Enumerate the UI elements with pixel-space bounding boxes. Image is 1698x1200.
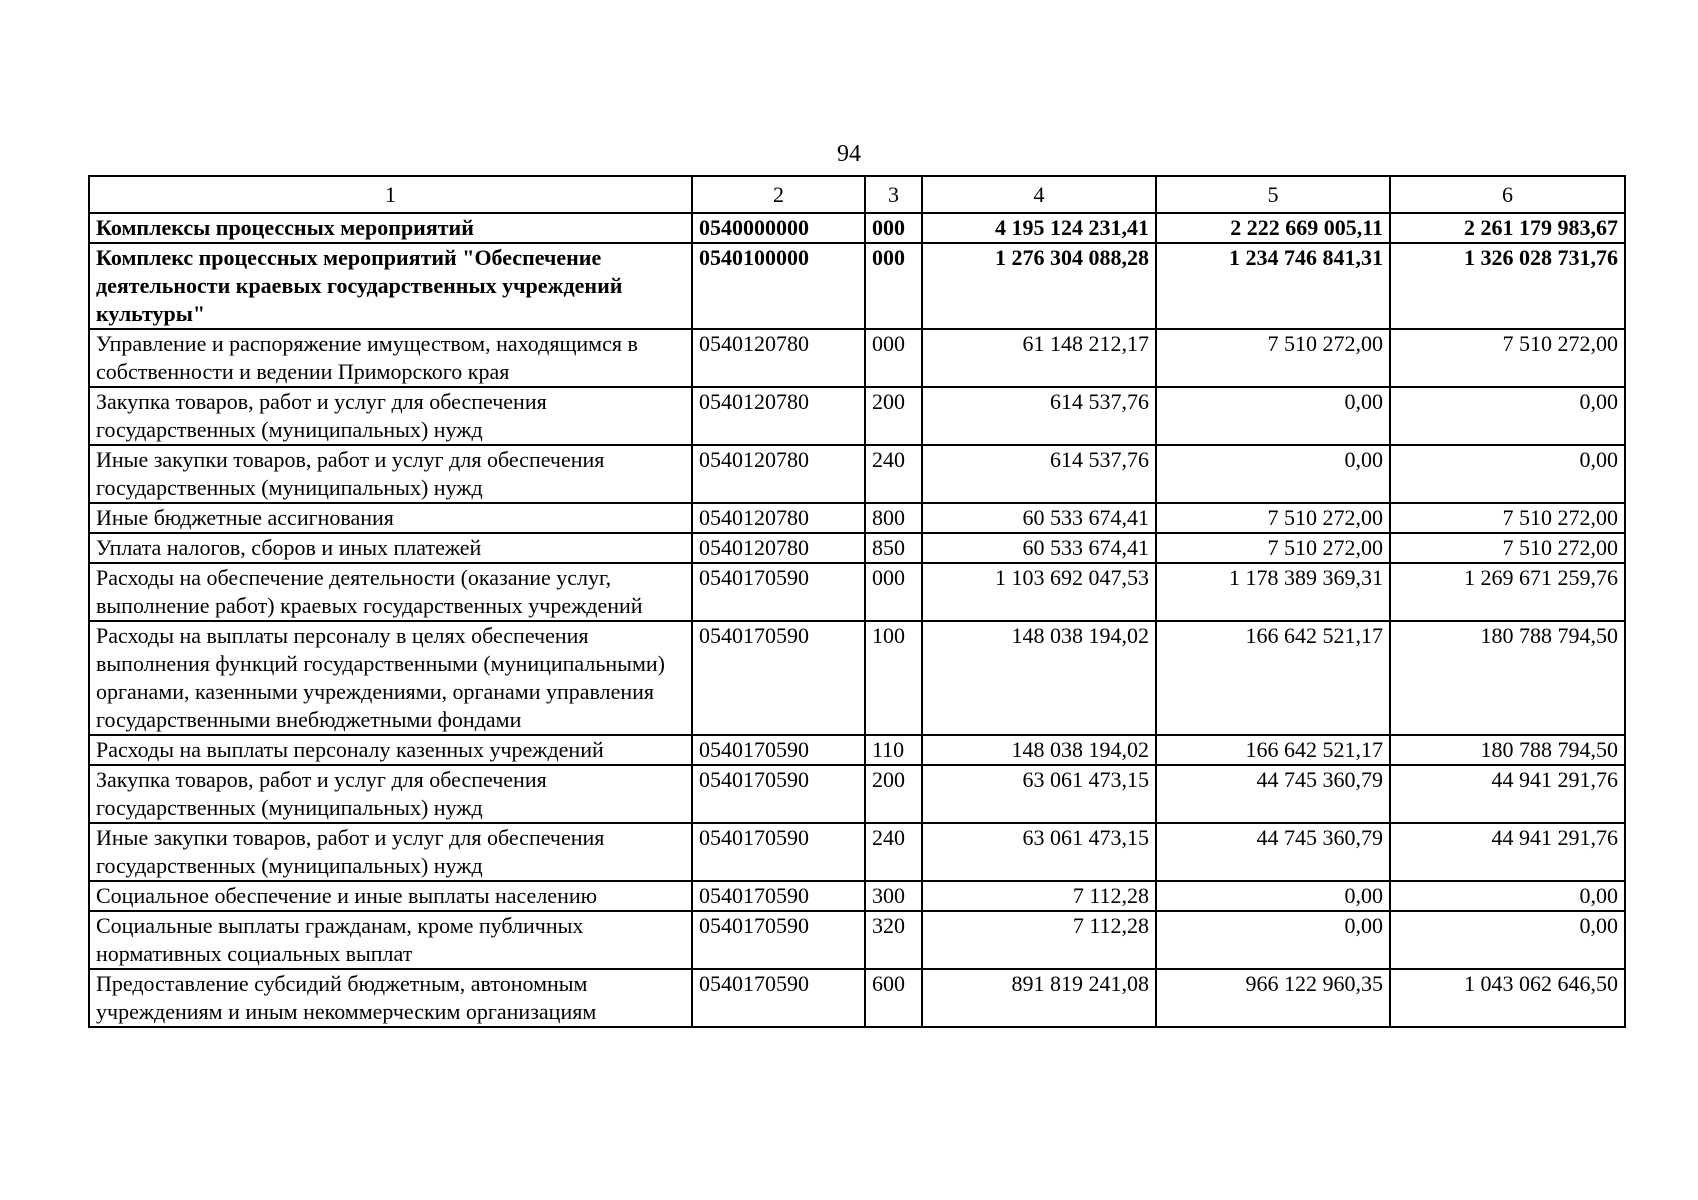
table-row <box>89 621 1625 735</box>
row-amount-cell: 0,00 <box>1390 881 1625 911</box>
row-amount-cell: 0,00 <box>1390 445 1625 503</box>
row-type-cell: 200 <box>865 387 922 445</box>
table-row <box>89 213 1625 243</box>
row-code-cell: 0540100000 <box>692 243 865 329</box>
row-code-cell: 0540170590 <box>692 765 865 823</box>
row-amount-cell: 1 043 062 646,50 <box>1390 969 1625 1027</box>
table-row <box>89 563 1625 621</box>
row-amount-cell: 44 745 360,79 <box>1156 823 1390 881</box>
row-name-cell: Иные закупки товаров, работ и услуг для обеспечения государственных (муниципальных) нужд <box>89 445 692 503</box>
row-amount-cell: 7 510 272,00 <box>1156 329 1390 387</box>
column-header: 1 <box>89 176 692 213</box>
row-amount-cell: 0,00 <box>1156 445 1390 503</box>
table-row <box>89 533 1625 563</box>
row-amount-cell: 891 819 241,08 <box>922 969 1156 1027</box>
row-code-cell: 0540170590 <box>692 735 865 765</box>
row-code-cell: 0540120780 <box>692 503 865 533</box>
row-amount-cell: 166 642 521,17 <box>1156 621 1390 735</box>
row-amount-cell: 614 537,76 <box>922 445 1156 503</box>
row-amount-cell: 1 276 304 088,28 <box>922 243 1156 329</box>
row-amount-cell: 148 038 194,02 <box>922 735 1156 765</box>
row-type-cell: 000 <box>865 329 922 387</box>
row-amount-cell: 7 112,28 <box>922 881 1156 911</box>
row-amount-cell: 63 061 473,15 <box>922 823 1156 881</box>
row-amount-cell: 0,00 <box>1156 911 1390 969</box>
row-amount-cell: 1 234 746 841,31 <box>1156 243 1390 329</box>
table-row <box>89 503 1625 533</box>
column-header: 2 <box>692 176 865 213</box>
row-amount-cell: 1 178 389 369,31 <box>1156 563 1390 621</box>
page-number: 94 <box>837 141 861 167</box>
row-code-cell: 0540170590 <box>692 969 865 1027</box>
row-amount-cell: 44 745 360,79 <box>1156 765 1390 823</box>
row-type-cell: 240 <box>865 823 922 881</box>
row-code-cell: 0540170590 <box>692 881 865 911</box>
row-code-cell: 0540120780 <box>692 445 865 503</box>
row-name-cell: Уплата налогов, сборов и иных платежей <box>89 533 692 563</box>
row-type-cell: 100 <box>865 621 922 735</box>
row-amount-cell: 7 510 272,00 <box>1390 329 1625 387</box>
row-name-cell: Расходы на обеспечение деятельности (оказание услуг, выполнение работ) краевых государственных учреждений <box>89 563 692 621</box>
table-row <box>89 823 1625 881</box>
row-code-cell: 0540170590 <box>692 911 865 969</box>
row-type-cell: 300 <box>865 881 922 911</box>
row-amount-cell: 0,00 <box>1390 911 1625 969</box>
row-amount-cell: 7 510 272,00 <box>1390 503 1625 533</box>
row-amount-cell: 7 510 272,00 <box>1390 533 1625 563</box>
row-type-cell: 240 <box>865 445 922 503</box>
row-name-cell: Иные бюджетные ассигнования <box>89 503 692 533</box>
row-amount-cell: 60 533 674,41 <box>922 533 1156 563</box>
column-header: 4 <box>922 176 1156 213</box>
row-amount-cell: 63 061 473,15 <box>922 765 1156 823</box>
row-amount-cell: 148 038 194,02 <box>922 621 1156 735</box>
row-amount-cell: 1 269 671 259,76 <box>1390 563 1625 621</box>
row-amount-cell: 44 941 291,76 <box>1390 765 1625 823</box>
row-amount-cell: 44 941 291,76 <box>1390 823 1625 881</box>
column-header: 6 <box>1390 176 1625 213</box>
table-row <box>89 765 1625 823</box>
row-name-cell: Комплексы процессных мероприятий <box>89 213 692 243</box>
row-amount-cell: 7 510 272,00 <box>1156 533 1390 563</box>
row-amount-cell: 166 642 521,17 <box>1156 735 1390 765</box>
row-amount-cell: 60 533 674,41 <box>922 503 1156 533</box>
row-amount-cell: 0,00 <box>1390 387 1625 445</box>
column-header: 3 <box>865 176 922 213</box>
row-type-cell: 000 <box>865 563 922 621</box>
row-amount-cell: 4 195 124 231,41 <box>922 213 1156 243</box>
row-amount-cell: 0,00 <box>1156 881 1390 911</box>
row-name-cell: Иные закупки товаров, работ и услуг для обеспечения государственных (муниципальных) нужд <box>89 823 692 881</box>
row-type-cell: 000 <box>865 213 922 243</box>
row-type-cell: 000 <box>865 243 922 329</box>
row-type-cell: 320 <box>865 911 922 969</box>
row-name-cell: Социальные выплаты гражданам, кроме публичных нормативных социальных выплат <box>89 911 692 969</box>
row-amount-cell: 180 788 794,50 <box>1390 621 1625 735</box>
row-amount-cell: 7 510 272,00 <box>1156 503 1390 533</box>
row-amount-cell: 614 537,76 <box>922 387 1156 445</box>
column-header: 5 <box>1156 176 1390 213</box>
row-name-cell: Предоставление субсидий бюджетным, автономным учреждениям и иным некоммерческим организациям <box>89 969 692 1027</box>
table-row <box>89 969 1625 1027</box>
table-row <box>89 445 1625 503</box>
table-body <box>89 213 1625 1027</box>
row-code-cell: 0540170590 <box>692 621 865 735</box>
row-type-cell: 600 <box>865 969 922 1027</box>
table-row <box>89 387 1625 445</box>
table-row <box>89 243 1625 329</box>
budget-table <box>88 175 1626 1028</box>
row-code-cell: 0540000000 <box>692 213 865 243</box>
row-code-cell: 0540170590 <box>692 563 865 621</box>
row-name-cell: Управление и распоряжение имуществом, находящимся в собственности и ведении Приморского края <box>89 329 692 387</box>
row-amount-cell: 2 222 669 005,11 <box>1156 213 1390 243</box>
row-amount-cell: 2 261 179 983,67 <box>1390 213 1625 243</box>
row-code-cell: 0540120780 <box>692 533 865 563</box>
row-name-cell: Расходы на выплаты персоналу в целях обеспечения выполнения функций государственными (муниципальными) органами, казенными учреждениями, органами управления государственными внебюджетными фондами <box>89 621 692 735</box>
row-code-cell: 0540120780 <box>692 387 865 445</box>
table-row <box>89 329 1625 387</box>
row-amount-cell: 0,00 <box>1156 387 1390 445</box>
row-name-cell: Закупка товаров, работ и услуг для обеспечения государственных (муниципальных) нужд <box>89 387 692 445</box>
table-row <box>89 881 1625 911</box>
row-name-cell: Закупка товаров, работ и услуг для обеспечения государственных (муниципальных) нужд <box>89 765 692 823</box>
row-amount-cell: 7 112,28 <box>922 911 1156 969</box>
column-number-row <box>89 176 1625 213</box>
row-type-cell: 200 <box>865 765 922 823</box>
row-name-cell: Социальное обеспечение и иные выплаты населению <box>89 881 692 911</box>
row-type-cell: 850 <box>865 533 922 563</box>
table-row <box>89 911 1625 969</box>
row-amount-cell: 180 788 794,50 <box>1390 735 1625 765</box>
row-name-cell: Комплекс процессных мероприятий "Обеспечение деятельности краевых государственных учреждений культуры" <box>89 243 692 329</box>
row-code-cell: 0540120780 <box>692 329 865 387</box>
row-code-cell: 0540170590 <box>692 823 865 881</box>
row-amount-cell: 1 326 028 731,76 <box>1390 243 1625 329</box>
row-amount-cell: 61 148 212,17 <box>922 329 1156 387</box>
row-amount-cell: 1 103 692 047,53 <box>922 563 1156 621</box>
row-name-cell: Расходы на выплаты персоналу казенных учреждений <box>89 735 692 765</box>
row-type-cell: 800 <box>865 503 922 533</box>
table-row <box>89 735 1625 765</box>
row-amount-cell: 966 122 960,35 <box>1156 969 1390 1027</box>
row-type-cell: 110 <box>865 735 922 765</box>
